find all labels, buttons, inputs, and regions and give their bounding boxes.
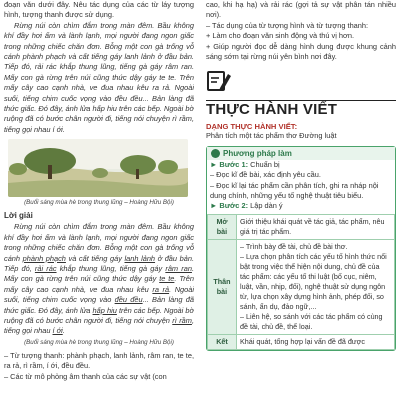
practice-type-text: Phân tích một tác phẩm thơ Đường luật [206, 131, 337, 141]
step-2: ► Bước 2: Lập dàn ý [210, 201, 283, 211]
intro-line: đoạn văn dưới đây. Nêu tác dụng của các từ láy tượng hình, tượng thanh được sử dụng. [4, 0, 194, 20]
row-label: Thân bài [208, 239, 237, 334]
row-label: Mở bài [208, 214, 237, 239]
table-row [208, 239, 395, 334]
right-top-2: – Tác dụng của từ tượng hình và từ tượng thanh: [206, 20, 369, 30]
row-text: Giới thiệu khái quát về tác giả, tác phẩm, nêu giá trị tác phẩm. [237, 214, 395, 239]
section-title: THỰC HÀNH VIẾT [206, 101, 338, 119]
step-1-b: – Đọc kĩ lại tác phẩm cần phân tích, ghi ra nháp nội dung chính, những yếu tố nghệ thuật tiêu biểu. [210, 180, 379, 201]
outline-table [207, 214, 395, 350]
answer-caption: (Buổi sáng mùa hè trong thung lũng – Hoàng Hữu Bội) [24, 338, 174, 346]
table-row [208, 214, 395, 239]
method-icon [211, 149, 220, 158]
illustration-caption: (Buổi sáng mùa hè trong thung lũng – Hoàng Hữu Bội) [24, 199, 174, 207]
answer-list-1: – Từ tượng thanh: phành phạch, lanh lảnh, râm ran, te te, ra rả, rì rầm, í ới, đều đều. [4, 350, 194, 371]
section-header [206, 68, 396, 118]
landscape-illustration [8, 139, 188, 197]
step-1: ► Bước 1: Chuẩn bị [210, 159, 280, 169]
row-text: Khái quát, tổng hợp lại vấn đề đã được [237, 334, 395, 349]
right-column [206, 0, 396, 400]
answer-list-2: – Các từ mô phỏng âm thanh của các sự vật (con [4, 371, 167, 381]
row-text: – Trình bày đề tài, chủ đề bài thơ. – Lựa chọn phân tích các yếu tố hình thức nổi bật trong việc thể hiện nội dung, chủ đề của tác phẩm: các yếu tố thi luật (bố cục, niêm, luật, vần, nhịp, đối), nghệ thuật sử dụng ngôn từ, lựa chọn xây dựng hình ảnh, phép đối, so sánh, ẩn dụ, đảo ngữ,... – Liên hệ, so sánh với các tác phẩm có cùng đề tài, chủ đề, thể loại. [237, 239, 395, 334]
left-column [4, 0, 194, 400]
practice-type-label: DẠNG THỰC HÀNH VIẾT: [206, 122, 298, 132]
right-top-1: cao, khi hạ hạ) và rải rác (gợi tả sự vật phân tán nhiều nơi). [206, 0, 396, 20]
method-box-header [207, 147, 395, 160]
right-top-3: + Làm cho đoạn văn sinh động và thú vị hơn. [206, 31, 355, 41]
writing-pencil-icon [206, 68, 232, 99]
right-top-4: + Giúp người đọc dễ dàng hình dung được khung cảnh sáng sớm tại rừng núi yên bình nơi đây. [206, 41, 396, 62]
row-label: Kết [208, 334, 237, 349]
method-box [206, 146, 396, 351]
table-row [208, 334, 395, 349]
answer-heading: Lời giải [4, 211, 33, 221]
method-title: Phương pháp làm [223, 148, 292, 158]
step-1-a: – Đọc kĩ đề bài, xác định yêu cầu. [210, 170, 321, 180]
answer-passage: Rừng núi còn chìm đắm trong màn đêm. Bầu không khí đầy hơi ẩm và lành lạnh, mọi người đang ngon giấc trong những chiếc chăn đơn. Bỗng một con gà trống vỗ cánh phành phạch và cất tiếng gáy lanh lảnh ở đầu bản. Tiếp đó, rải rác khắp thung lũng, tiếng gà gáy râm ran. Mấy con gà rừng trên núi cũng thức dậy gáy te te. Trên mấy cây cao cạnh nhà, ve đua nhau kêu ra rả. Ngoài suối, tiếng chim cuốc vọng vào đều đều... Bản làng đã thức giấc. Đó đây, ánh lửa hấp hiu trên các bếp. Ngoài bờ ruộng đã có bước chân người đi, tiếng nói chuyện rì rầm, tiếng gọi nhau í ới. [4, 222, 194, 336]
exercise-passage: Rừng núi còn chìm đắm trong màn đêm. Bầu không khí đầy hơi ẩm và lành lạnh, mọi người đang ngon giấc trong những chiếc chăn đơn. Bỗng một con gà trống vỗ cánh phành phạch và cất tiếng gáy lanh lảnh ở đầu bản. Tiếp đó, rải rác khắp thung lũng, tiếng gà gáy râm ran. Mấy con gà rừng trên núi cũng thức dậy gáy te te. Trên mấy cây cao cạnh nhà, ve đua nhau kêu ra rả. Ngoài suối, tiếng chim cuốc vọng vào đều đều... Bản làng đã thức giấc. Đó đây, ánh lửa hấp hiu trên các bếp. Ngoài bờ ruộng đã có bước chân người đi, tiếng nói chuyện rì rầm, tiếng gọi nhau í ới. [4, 20, 194, 134]
